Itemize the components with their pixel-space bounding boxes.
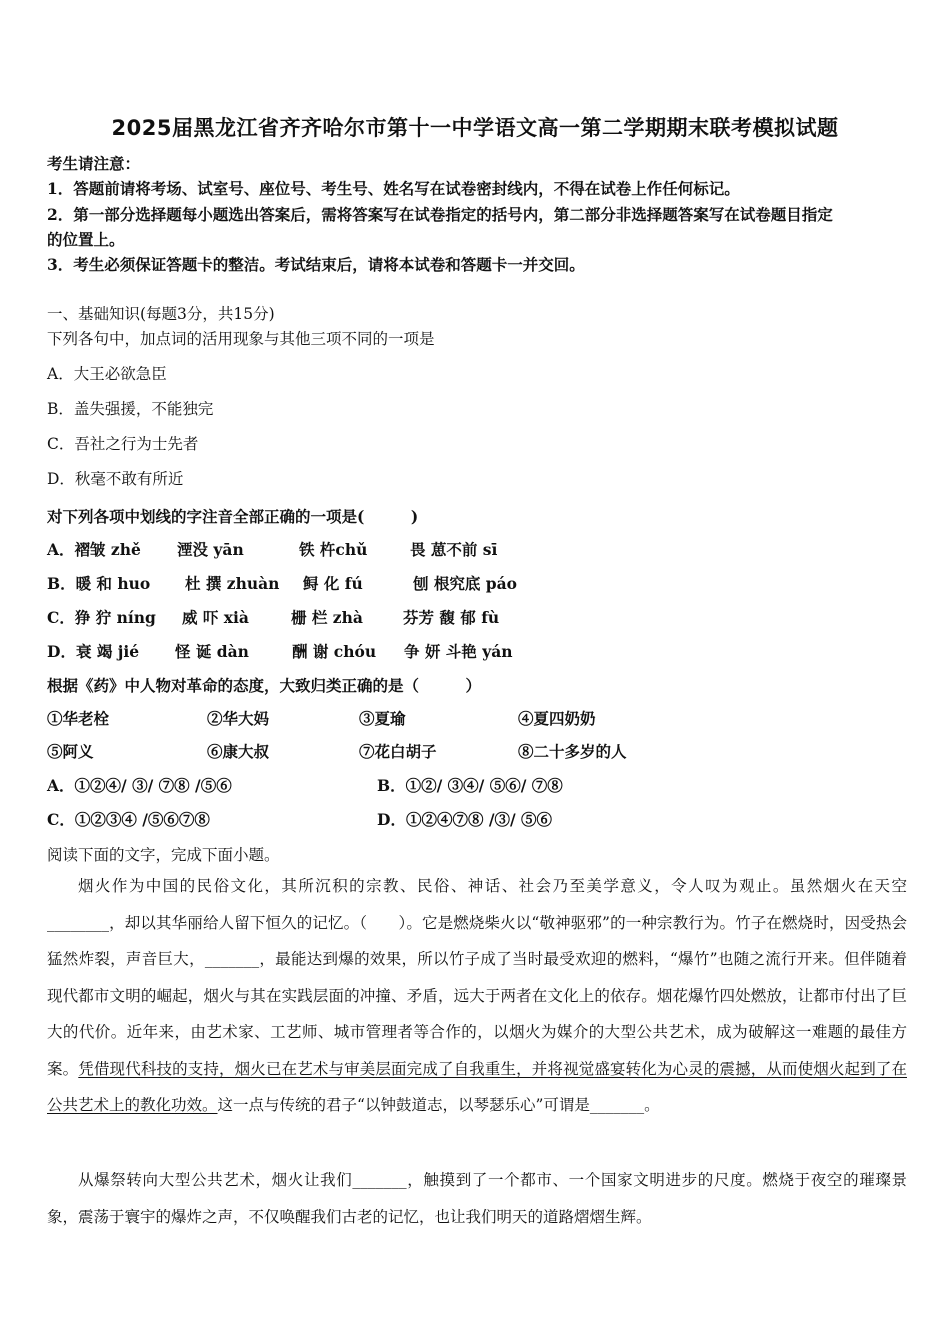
q3-person-5: ⑤阿义: [47, 742, 94, 761]
q3-person-2: ②华大妈: [207, 709, 270, 728]
q3-person-4: ④夏四奶奶: [518, 709, 596, 728]
q2-a-item-4: 畏 葸不前 sī: [410, 540, 498, 559]
section-heading: 一、基础知识(每题3分，共15分): [47, 305, 275, 323]
q3-person-3: ③夏瑜: [359, 709, 406, 728]
q2-b-item-1: B．暖 和 huo: [47, 574, 151, 593]
q2-d-item-4: 争 妍 斗艳 yán: [404, 642, 513, 661]
reading-paragraph-2: 从爆祭转向大型公共艺术，烟火让我们_______，触摸到了一个都市、一个国家文明进步的尺度。燃烧于夜空的璀璨景象，震荡于寰宇的爆炸之声，不仅唤醒我们古老的记忆，也让我们明天的道路熠熠生辉。: [47, 1171, 907, 1226]
reading-p1-text-b: 这一点与传统的君子“以钟鼓道志，以琴瑟乐心”可谓是_______。: [217, 1096, 660, 1114]
notice-heading: 考生请注意：: [47, 154, 141, 173]
page-title: 2025届黑龙江省齐齐哈尔市第十一中学语文高一第二学期期末联考模拟试题: [111, 116, 839, 140]
q3-person-1: ①华老栓: [47, 709, 110, 728]
reading-paragraph-1: [47, 868, 907, 1124]
q2-d-item-3: 酬 谢 chóu: [292, 642, 377, 661]
q2-d-item-1: D．衰 竭 jié: [47, 642, 140, 661]
q2-b-item-3: 鲟 化 fú: [303, 574, 363, 593]
q3-person-7: ⑦花白胡子: [359, 742, 437, 761]
q2-stem: 对下列各项中划线的字注音全部正确的一项是( ): [47, 507, 419, 526]
reading-p1-text-a: 烟火作为中国的民俗文化，其所沉积的宗教、民俗、神话、社会乃至美学意义，令人叹为观止。虽然烟火在天空________，却以其华丽给人留下恒久的记忆。（ ）。它是燃烧柴火以“敬神驱邪”的一种宗教行为。竹子在燃烧时，因受热会猛然炸裂，声音巨大，_______，最能达到爆的效果，所以竹子成了当时最受欢迎的燃料，“爆竹”也随之流行开来。但伴随着现代都市文明的崛起，烟火与其在实践层面的冲撞、矛盾，远大于两者在文化上的依存。烟花爆竹四处燃放，让都市付出了巨大的代价。近年来，由艺术家、工艺师、城市管理者等合作的，以烟火为媒介的大型公共艺术，成为破解这一难题的最佳方案。: [47, 877, 907, 1078]
q1-option-b[interactable]: B．盖失强援，不能独完: [47, 400, 214, 418]
q2-a-item-1: A．褶皱 zhě: [47, 540, 141, 559]
reading-p1-underlined: 凭借现代科技的支持，烟火已在艺术与审美层面完成了自我重生，并将视觉盛宴转化为心灵的震撼，从而使烟火起到了在公共艺术上的教化功效。: [47, 1059, 907, 1114]
q2-a-item-2: 湮没 yān: [177, 540, 244, 559]
notice-item-1: 1．答题前请将考场、试室号、座位号、考生号、姓名写在试卷密封线内，不得在试卷上作任何标记。: [47, 179, 740, 198]
notice-item-2-cont: 的位置上。: [47, 230, 125, 249]
q2-b-item-4: 刨 根究底 páo: [413, 574, 518, 593]
q1-stem: 下列各句中，加点词的活用现象与其他三项不同的一项是: [47, 330, 435, 348]
reading-intro: 阅读下面的文字，完成下面小题。: [47, 846, 280, 864]
q1-option-a[interactable]: A．大王必欲急臣: [47, 365, 167, 383]
q2-d-item-2: 怪 诞 dàn: [175, 642, 249, 661]
q3-option-c[interactable]: C．①②③④ /⑤⑥⑦⑧: [47, 810, 210, 829]
q2-c-item-2: 威 吓 xià: [182, 608, 249, 627]
q3-person-8: ⑧二十多岁的人: [518, 742, 627, 761]
notice-item-2: 2．第一部分选择题每小题选出答案后，需将答案写在试卷指定的括号内，第二部分非选择题答案写在试卷题目指定: [47, 205, 833, 224]
q3-option-a[interactable]: A．①②④/ ③/ ⑦⑧ /⑤⑥: [47, 776, 232, 795]
q3-person-6: ⑥康大叔: [207, 742, 270, 761]
q2-a-item-3: 铁 杵chǔ: [299, 540, 368, 559]
q3-option-b[interactable]: B．①②/ ③④/ ⑤⑥/ ⑦⑧: [377, 776, 563, 795]
q2-c-item-4: 芬芳 馥 郁 fù: [403, 608, 500, 627]
q2-c-item-3: 栅 栏 zhà: [291, 608, 363, 627]
q2-c-item-1: C．狰 狞 níng: [47, 608, 156, 627]
q2-b-item-2: 杜 撰 zhuàn: [185, 574, 280, 593]
notice-item-3: 3．考生必须保证答题卡的整洁。考试结束后，请将本试卷和答题卡一并交回。: [47, 255, 585, 274]
q1-option-c[interactable]: C．吾社之行为士先者: [47, 435, 199, 453]
q3-stem: 根据《药》中人物对革命的态度，大致归类正确的是（ ）: [47, 676, 482, 695]
q3-option-d[interactable]: D．①②④⑦⑧ /③/ ⑤⑥: [377, 810, 553, 829]
q1-option-d[interactable]: D．秋毫不敢有所近: [47, 470, 184, 488]
